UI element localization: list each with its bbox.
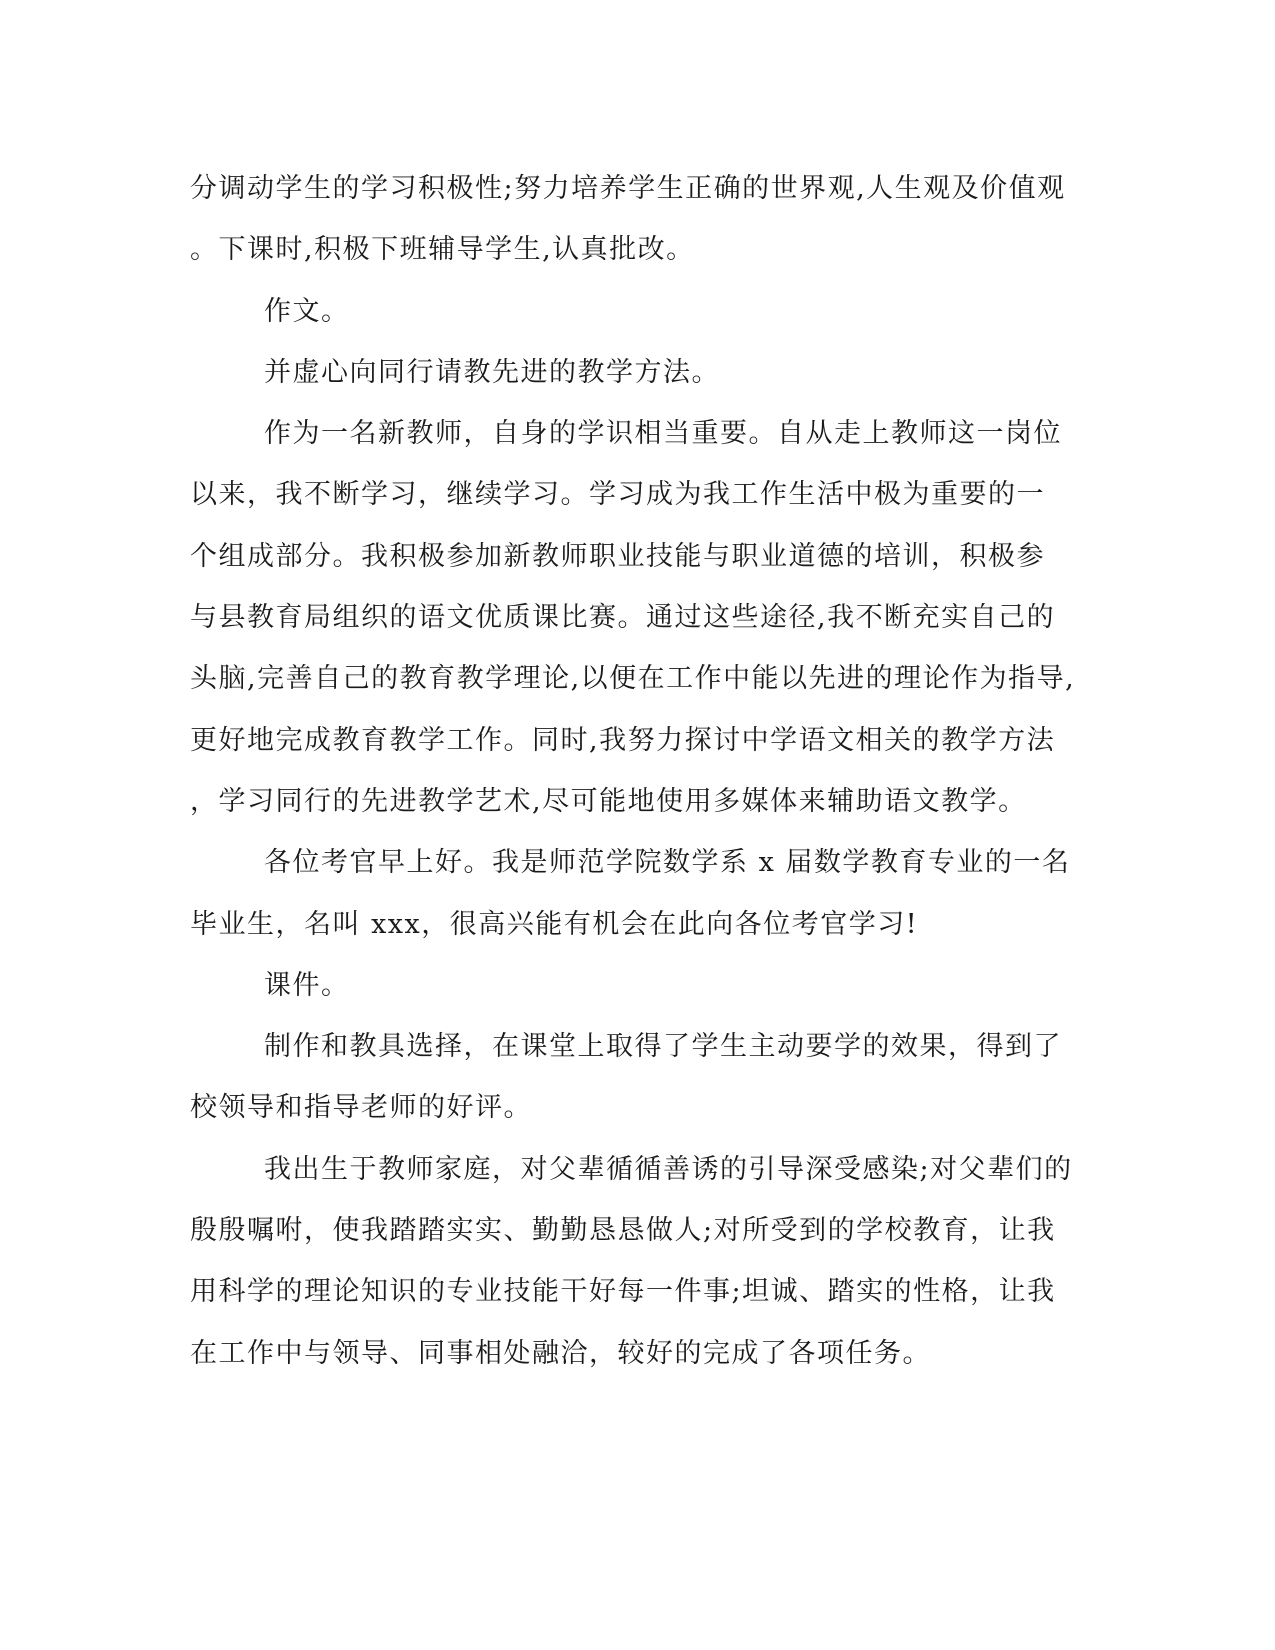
text-line: 在工作中与领导、同事相处融洽，较好的完成了各项任务。 (190, 1337, 931, 1369)
text-line: 与县教育局组织的语文优质课比赛。通过这些途径,我不断充实自己的 (190, 602, 1056, 634)
paragraph-line: 课件。 (264, 969, 350, 1001)
text-line: 。下课时,积极下班辅导学生,认真批改。 (190, 234, 695, 266)
text-line: ，学习同行的先进教学艺术,尽可能地使用多媒体来辅助语文教学。 (190, 785, 1027, 817)
text-line: 用科学的理论知识的专业技能干好每一件事;坦诚、踏实的性格，让我 (190, 1276, 1056, 1308)
text-line: 校领导和指导老师的好评。 (190, 1092, 532, 1124)
text-line: 更好地完成教育教学工作。同时,我努力探讨中学语文相关的教学方法 (190, 724, 1056, 756)
paragraph-line: 各位考官早上好。我是师范学院数学系 x 届数学教育专业的一名 (264, 847, 1071, 879)
text-line: 头脑,完善自己的教育教学理论,以便在工作中能以先进的理论作为指导, (190, 663, 1076, 695)
text-line: 以来，我不断学习，继续学习。学习成为我工作生活中极为重要的一 (190, 479, 1045, 511)
text-line: 毕业生，名叫 xxx，很高兴能有机会在此向各位考官学习! (190, 908, 919, 940)
text-line: 殷殷嘱咐，使我踏踏实实、勤勤恳恳做人;对所受到的学校教育，让我 (190, 1215, 1056, 1247)
text-line: 分调动学生的学习积极性;努力培养学生正确的世界观,人生观及价值观 (190, 173, 1066, 204)
paragraph-line: 作为一名新教师，自身的学识相当重要。自从走上教师这一岗位 (264, 418, 1062, 450)
paragraph-line: 我出生于教师家庭，对父辈循循善诱的引导深受感染;对父辈们的 (264, 1153, 1073, 1185)
paragraph-line: 作文。 (264, 295, 350, 327)
document-body (190, 158, 1090, 1384)
paragraph-line: 并虚心向同行请教先进的教学方法。 (264, 356, 720, 388)
paragraph-line: 制作和教具选择，在课堂上取得了学生主动要学的效果，得到了 (264, 1031, 1062, 1063)
text-line: 个组成部分。我积极参加新教师职业技能与职业道德的培训，积极参 (190, 540, 1045, 572)
